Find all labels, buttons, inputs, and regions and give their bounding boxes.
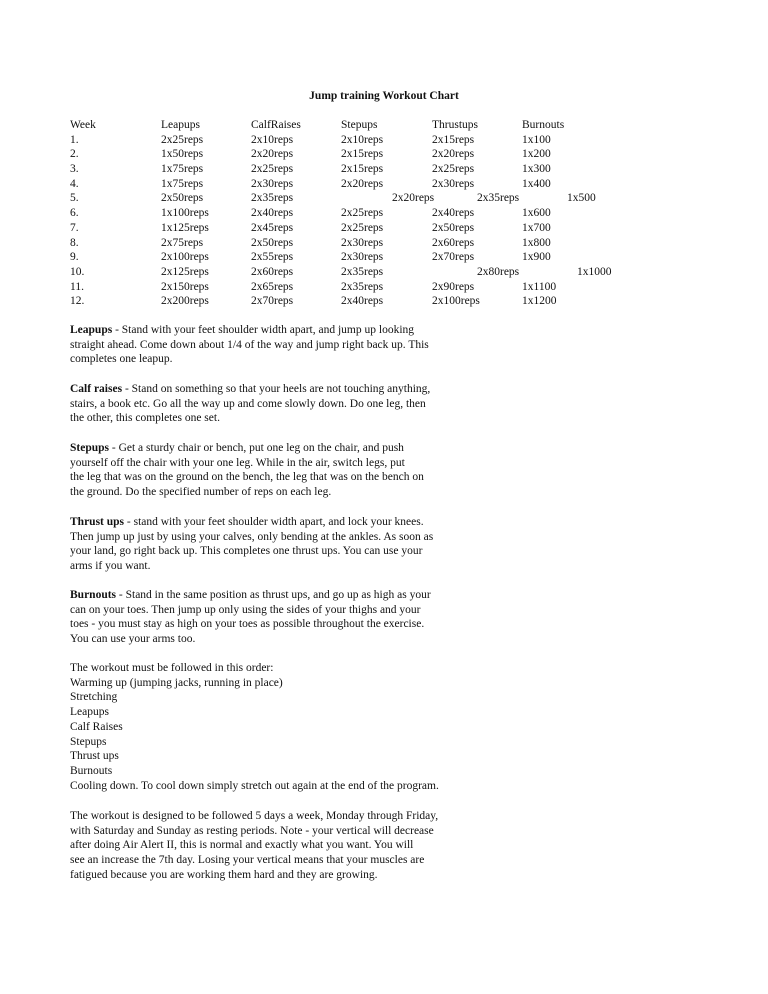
thrustups-cell: 2x60reps [432,236,475,249]
calfraises-cell: 2x65reps [251,280,294,293]
order-item: Stretching [70,691,118,704]
note-line: after doing Air Alert II, this is normal and exactly what you want. You will [70,839,414,852]
thrustups-cell: 2x40reps [432,207,475,220]
week-cell: 11. [70,280,84,293]
header-calfraises: CalfRaises [251,119,301,131]
thrustups-cell: 2x20reps [432,148,475,161]
stepups-cell: 2x30reps [341,251,384,264]
description-line: the other, this completes one set. [70,412,220,425]
burnouts-description [70,588,490,647]
leapups-cell: 2x25reps [161,133,204,146]
description-line: stairs, a book etc. Go all the way up and come slowly down. Do one leg, then [70,397,426,410]
leapups-cell: 2x200reps [161,295,209,308]
week-cell: 9. [70,251,79,264]
burnouts-cell: 1x1100 [522,280,557,293]
note-line: with Saturday and Sunday as resting periods. Note - your vertical will decrease [70,824,434,837]
thrustups-cell: 2x80reps [477,265,520,278]
leapups-cell: 2x75reps [161,236,204,249]
leapups-cell: 1x125reps [161,221,209,234]
calfraises-cell: 2x50reps [251,236,294,249]
calf-raises-description [70,382,490,426]
description-line: Then jump up just by using your calves, only bending at the ankles. As soon as [70,530,434,543]
burnouts-cell: 1x700 [522,221,551,234]
header-stepups: Stepups [341,119,378,131]
week-cell: 8. [70,236,79,249]
description-term: Calf raises [70,383,123,395]
thrust-ups-description [70,515,490,574]
description-line: straight ahead. Come down about 1/4 of the way and jump right back up. This [70,338,429,351]
burnouts-cell: 1x300 [522,163,551,176]
burnouts-cell: 1x400 [522,177,551,190]
description-line: can on your toes. Then jump up only using the sides of your thighs and your [70,603,421,616]
thrustups-cell: 2x70reps [432,251,475,264]
week-cell: 7. [70,221,79,234]
burnouts-cell: 1x500 [567,192,596,205]
thrustups-cell: 2x35reps [477,192,520,205]
burnouts-cell: 1x200 [522,148,551,161]
description-line: the ground. Do the specified number of reps on each leg. [70,486,332,499]
thrustups-cell: 2x100reps [432,295,480,308]
leapups-description [70,323,490,367]
description-term: Leapups [70,324,113,336]
header-thrustups: Thrustups [432,119,478,131]
note-line: The workout is designed to be followed 5 days a week, Monday through Friday, [70,810,439,822]
stepups-cell: 2x35reps [341,265,384,278]
note-line: see an increase the 7th day. Losing your vertical means that your muscles are [70,854,425,867]
description-term: Burnouts [70,589,117,601]
description-term: Stepups [70,442,109,454]
calfraises-cell: 2x20reps [251,148,294,161]
leapups-cell: 2x50reps [161,192,204,205]
description-line: the leg that was on the ground on the bench, the leg that was on the bench on [70,471,424,484]
stepups-cell: 2x10reps [341,133,384,146]
stepups-cell: 2x40reps [341,295,384,308]
week-cell: 10. [70,265,85,278]
burnouts-cell: 1x1200 [522,295,557,308]
week-cell: 1. [70,133,79,146]
leapups-cell: 1x75reps [161,163,204,176]
stepups-cell: 2x15reps [341,163,384,176]
header-leapups: Leapups [161,119,200,131]
stepups-cell: 2x35reps [341,280,384,293]
stepups-description [70,441,490,500]
leapups-cell: 2x150reps [161,280,209,293]
order-item: Leapups [70,706,109,719]
week-cell: 4. [70,177,79,190]
description-line: completes one leapup. [70,353,173,366]
order-intro: The workout must be followed in this order: [70,662,274,674]
leapups-cell: 1x50reps [161,148,204,161]
burnouts-cell: 1x800 [522,236,551,249]
order-item: Burnouts [70,764,113,777]
leapups-cell: 1x75reps [161,177,204,190]
schedule-note [70,809,490,883]
description-term: Thrust ups [70,516,125,528]
document-title: Jump training Workout Chart [309,90,459,102]
order-item: Stepups [70,735,107,748]
stepups-cell: 2x20reps [341,177,384,190]
week-cell: 2. [70,148,79,161]
header-burnouts: Burnouts [522,119,565,131]
stepups-cell: 2x15reps [341,148,384,161]
week-cell: 3. [70,163,79,176]
description-line: - Stand in the same position as thrust ups, and go up as high as your [116,589,431,601]
description-line: - Stand on something so that your heels are not touching anything, [122,383,431,395]
calfraises-cell: 2x70reps [251,295,294,308]
week-cell: 5. [70,192,79,205]
order-item: Cooling down. To cool down simply stretch out again at the end of the program. [70,779,439,792]
description-line: - Stand with your feet shoulder width apart, and jump up looking [112,324,415,336]
thrustups-cell: 2x15reps [432,133,475,146]
order-item: Warming up (jumping jacks, running in place) [70,676,283,689]
description-line: - Get a sturdy chair or bench, put one leg on the chair, and push [109,442,404,454]
burnouts-cell: 1x900 [522,251,551,264]
leapups-cell: 2x100reps [161,251,209,264]
burnouts-cell: 1x100 [522,133,551,146]
calfraises-cell: 2x30reps [251,177,294,190]
note-line: fatigued because you are working them hard and they are growing. [70,868,378,881]
workout-order [70,661,439,793]
calfraises-cell: 2x10reps [251,133,294,146]
calfraises-cell: 2x60reps [251,265,294,278]
header-week: Week [70,119,96,131]
burnouts-cell: 1x600 [522,207,551,220]
thrustups-cell: 2x50reps [432,221,475,234]
description-line: your land, go right back up. This completes one thrust ups. You can use your [70,545,423,558]
calfraises-cell: 2x40reps [251,207,294,220]
description-line: yourself off the chair with your one leg. While in the air, switch legs, put [70,456,405,469]
thrustups-cell: 2x25reps [432,163,475,176]
description-line: arms if you want. [70,560,151,573]
calfraises-cell: 2x25reps [251,163,294,176]
leapups-cell: 2x125reps [161,265,209,278]
stepups-cell: 2x25reps [341,221,384,234]
calfraises-cell: 2x45reps [251,221,294,234]
calfraises-cell: 2x35reps [251,192,294,205]
thrustups-cell: 2x30reps [432,177,475,190]
order-item: Thrust ups [70,750,119,763]
burnouts-cell: 1x1000 [577,265,612,278]
calfraises-cell: 2x55reps [251,251,294,264]
order-item: Calf Raises [70,720,123,733]
description-line: You can use your arms too. [70,633,196,646]
week-cell: 12. [70,295,85,308]
week-cell: 6. [70,207,79,220]
stepups-cell: 2x30reps [341,236,384,249]
description-line: - stand with your feet shoulder width apart, and lock your knees. [124,516,424,528]
description-line: toes - you must stay as high on your toes as possible throughout the exercise. [70,618,425,631]
stepups-cell: 2x20reps [392,192,435,205]
leapups-cell: 1x100reps [161,207,209,220]
thrustups-cell: 2x90reps [432,280,475,293]
stepups-cell: 2x25reps [341,207,384,220]
